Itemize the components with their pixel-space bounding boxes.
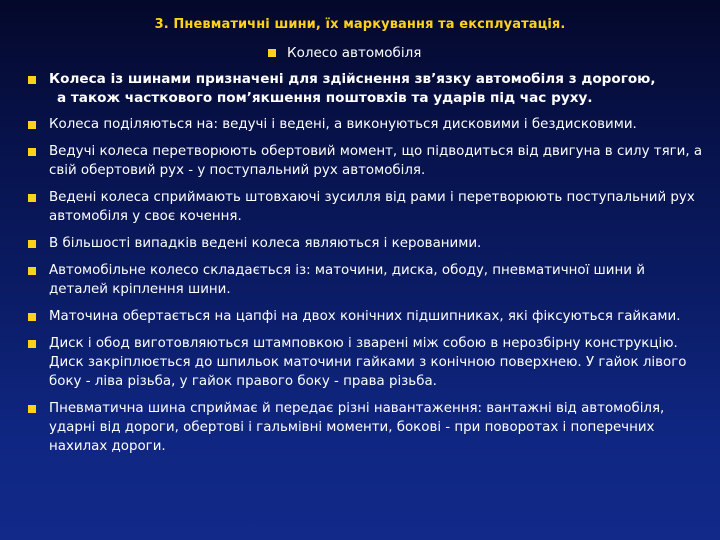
square-bullet-icon [28, 313, 36, 321]
square-bullet-icon [28, 240, 36, 248]
list-item-text: Колеса поділяються на: ведучі і ведені, а виконуються дисковими і бездисковими. [49, 117, 637, 132]
list-item [25, 261, 705, 299]
list-item-text: В більшості випадків ведені колеса являються і керованими. [49, 236, 482, 251]
square-bullet-icon [28, 76, 36, 84]
subtitle-text: Колесо автомобіля [287, 45, 422, 61]
bullet-list [25, 70, 705, 464]
intro-line-1: Колеса із шинами призначені для здійснення зв’язку автомобіля з дорогою, [49, 71, 656, 87]
list-item [25, 115, 705, 134]
list-item [25, 399, 705, 456]
square-bullet-icon [28, 148, 36, 156]
list-item-text: Ведені колеса сприймають штовхаючі зусилля від рами і перетворюють поступальний рух автомобіля у своє кочення. [49, 190, 695, 224]
list-item [25, 142, 705, 180]
slide-subtitle [268, 45, 421, 61]
intro-line-2: а також часткового пом’якшення поштовхів та ударів під час руху. [57, 90, 593, 106]
square-bullet-icon [28, 405, 36, 413]
list-item-text: Ведучі колеса перетворюють обертовий момент, що підводиться від двигуна в силу тяги, а свій обертовий рух - у поступальний рух автомобіля. [49, 144, 703, 178]
list-item [25, 334, 705, 391]
list-item [25, 307, 705, 326]
list-item-intro [25, 70, 705, 108]
square-bullet-icon [28, 267, 36, 275]
square-bullet-icon [268, 49, 276, 57]
list-item [25, 188, 705, 226]
square-bullet-icon [28, 340, 36, 348]
slide-title: 3. Пневматичні шини, їх маркування та експлуатація. [154, 17, 566, 32]
list-item [25, 234, 705, 253]
square-bullet-icon [28, 121, 36, 129]
list-item-text: Маточина обертається на цапфі на двох конічних підшипниках, які фіксуються гайками. [49, 309, 681, 324]
square-bullet-icon [28, 194, 36, 202]
list-item-text: Автомобільне колесо складається із: маточини, диска, ободу, пневматичної шини й деталей кріплення шини. [49, 263, 645, 297]
list-item-text: Пневматична шина сприймає й передає різні навантаження: вантажні від автомобіля, ударні від дороги, обертові і гальмівні моменти, бокові - при поворотах і поперечних нахилах дороги. [49, 401, 665, 454]
list-item-text: Диск і обод виготовляються штамповкою і зварені між собою в нерозбірну конструкцію. Диск закріплюється до шпильок маточини гайками з конічною поверхнею. У гайок лівого боку - ліва різьба, у гайок правого боку - права різьба. [49, 336, 687, 389]
